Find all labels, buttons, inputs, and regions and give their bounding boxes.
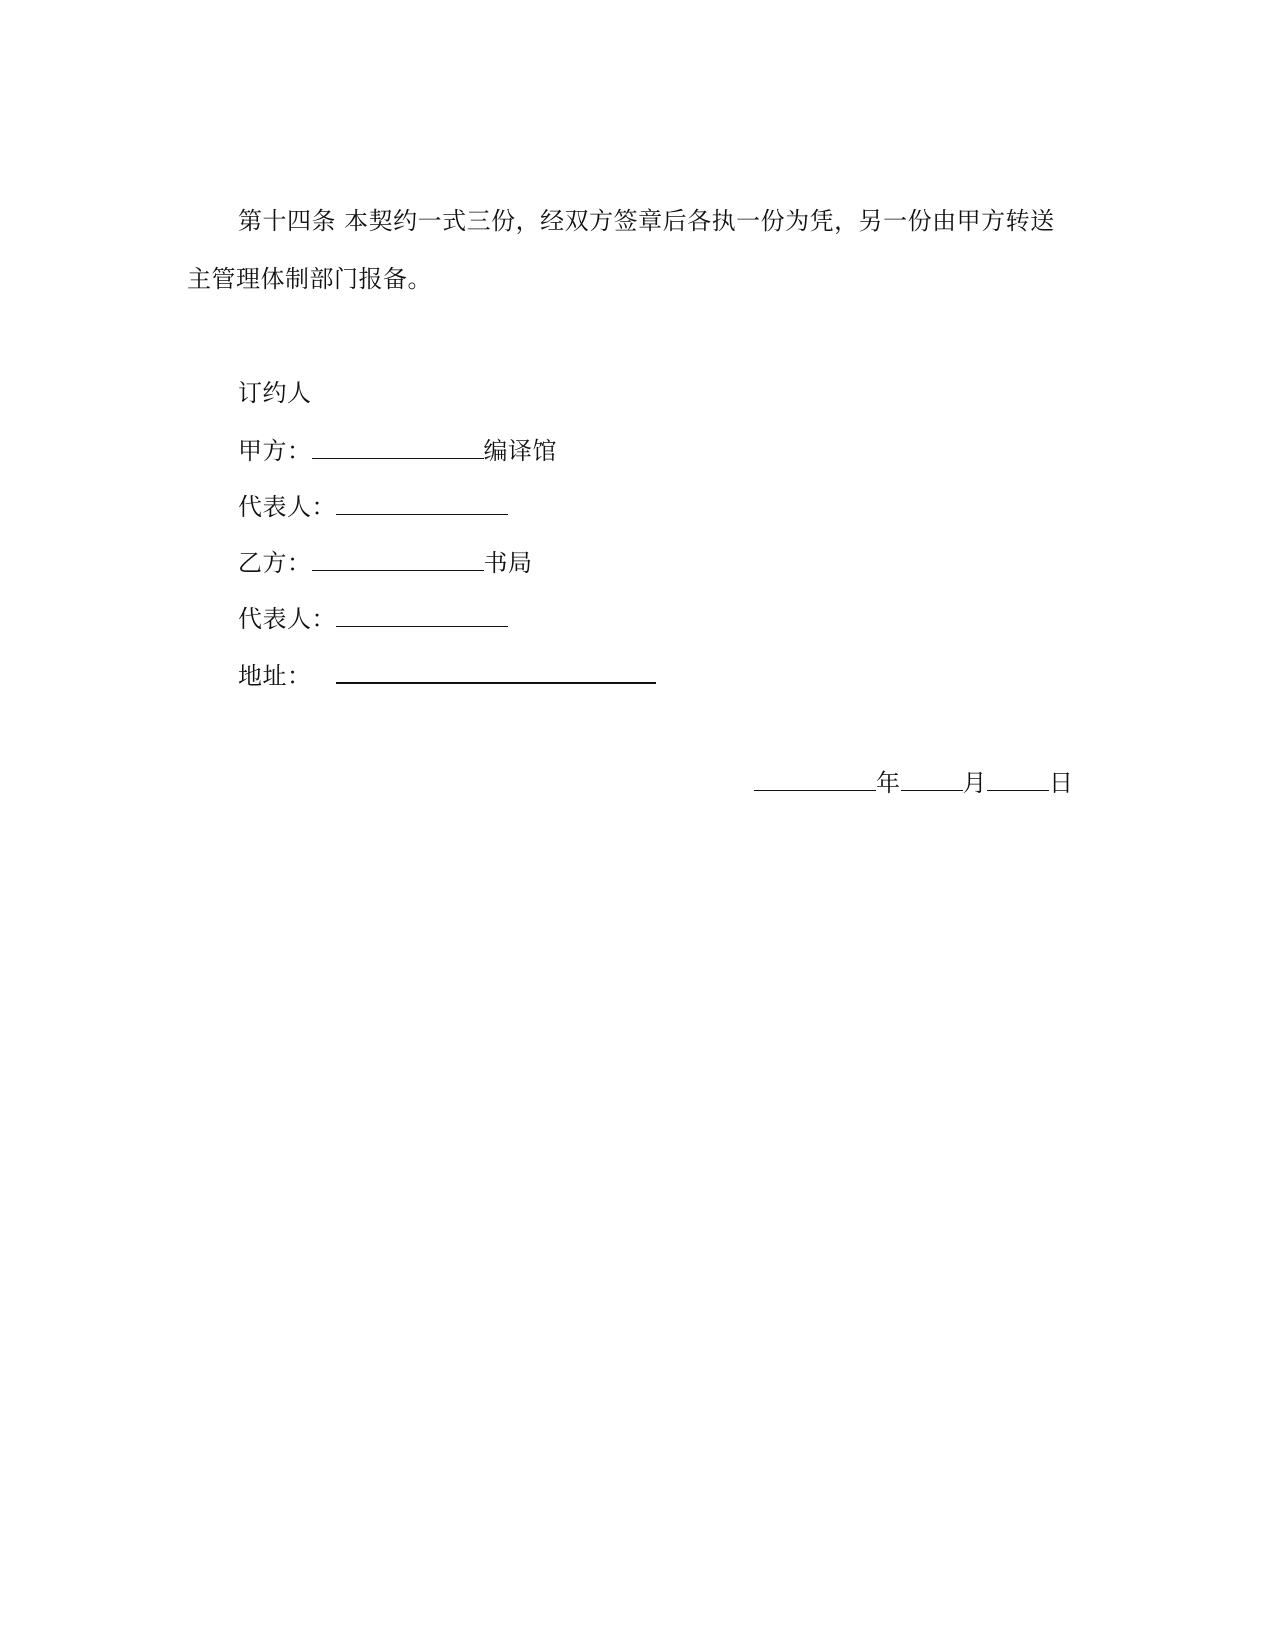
party-b-suffix: 书局 (483, 549, 533, 577)
rep-a-blank[interactable] (336, 490, 508, 515)
party-b-row (238, 546, 533, 578)
address-row (238, 658, 656, 691)
signatories-heading: 订约人 (238, 379, 312, 407)
date-row (754, 766, 1074, 798)
clause-line-2: 主管理体制部门报备。 (187, 265, 432, 293)
year-blank[interactable] (754, 766, 876, 791)
rep-a-label: 代表人： (238, 493, 336, 521)
month-blank[interactable] (901, 766, 963, 791)
rep-b-label: 代表人： (238, 605, 336, 633)
rep-a-row (238, 490, 508, 522)
month-label: 月 (962, 769, 987, 797)
year-label: 年 (876, 769, 901, 797)
day-blank[interactable] (987, 766, 1049, 791)
address-blank[interactable] (336, 658, 656, 684)
clause-line-1: 第十四条 本契约一式三份，经双方签章后各执一份为凭，另一份由甲方转送 (238, 207, 1055, 235)
party-b-blank[interactable] (312, 546, 484, 571)
day-label: 日 (1049, 769, 1074, 797)
party-a-suffix: 编译馆 (483, 437, 557, 465)
address-label: 地址： (238, 662, 312, 690)
party-a-row (238, 434, 557, 466)
rep-b-blank[interactable] (336, 602, 508, 627)
party-b-label: 乙方： (238, 549, 312, 577)
party-a-label: 甲方： (238, 437, 312, 465)
rep-b-row (238, 602, 508, 634)
party-a-blank[interactable] (312, 434, 484, 459)
